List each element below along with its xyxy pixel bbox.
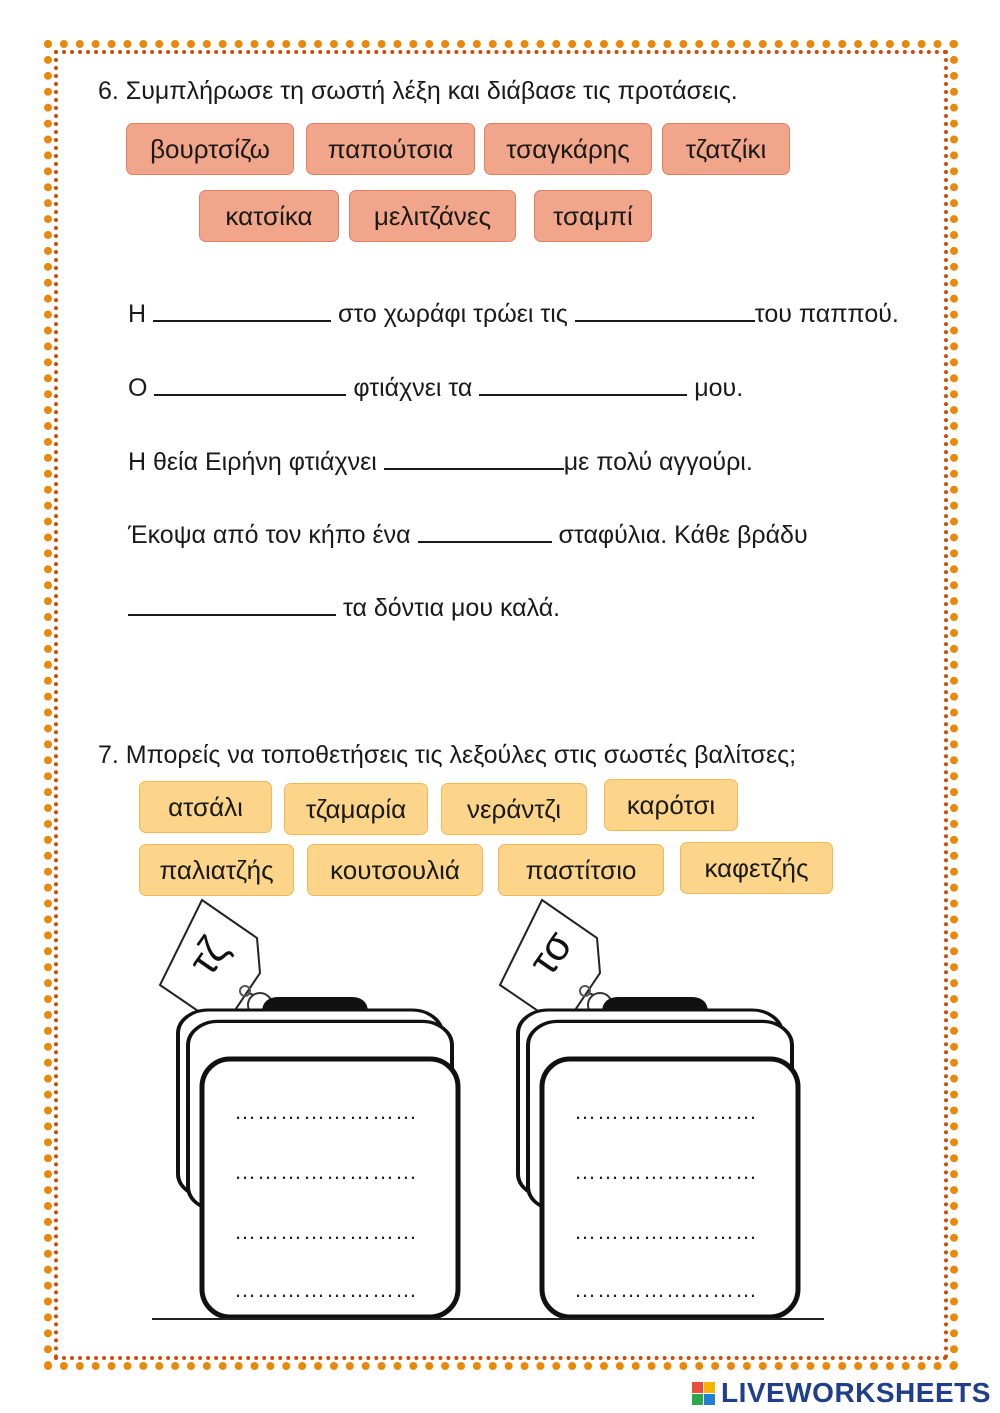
answer-blank[interactable] xyxy=(418,519,552,543)
sentence-text: Η xyxy=(128,300,153,328)
suitcase-tz[interactable] xyxy=(160,895,460,1302)
writing-line[interactable]: …………………… xyxy=(574,1099,758,1124)
answer-blank[interactable] xyxy=(154,372,346,396)
word-tile-task6-4[interactable]: τζατζίκι xyxy=(662,123,790,175)
suitcase-ts[interactable] xyxy=(500,895,800,1302)
sentence-text: στο χωράφι τρώει τις xyxy=(331,300,575,328)
word-tile-task6-1[interactable]: βουρτσίζω xyxy=(126,123,294,175)
logo-text: LIVEWORKSHEETS xyxy=(721,1377,991,1408)
answer-blank[interactable] xyxy=(384,446,564,470)
word-tile-task7-1[interactable]: ατσάλι xyxy=(139,781,272,833)
liveworksheets-logo-icon xyxy=(692,1382,715,1405)
word-tile-task7-3[interactable]: νεράντζι xyxy=(441,783,587,835)
suitcase-icon xyxy=(178,993,458,1317)
sentence-4 xyxy=(128,519,808,550)
suitcase-tag-label: τζ xyxy=(178,928,238,984)
word-tile-task7-7[interactable]: παστίτσιο xyxy=(498,844,664,896)
answer-blank[interactable] xyxy=(153,298,331,322)
sentence-text: του παππού. xyxy=(754,300,899,328)
answer-blank[interactable] xyxy=(479,372,687,396)
word-tile-task6-7[interactable]: τσαμπί xyxy=(534,190,652,242)
sentence-text: μου. xyxy=(687,374,744,402)
sentence-text: Έκοψα από τον κήπο ένα xyxy=(128,521,418,549)
suitcase-icon xyxy=(518,993,798,1317)
word-tile-task7-8[interactable]: καφετζής xyxy=(680,842,833,894)
suitcase-tag-label: τσ xyxy=(518,921,582,984)
sentence-1 xyxy=(128,298,899,329)
liveworksheets-logo[interactable] xyxy=(692,1376,991,1410)
sentence-text: Η θεία Ειρήνη φτιάχνει xyxy=(128,448,384,476)
task6-instruction: 6. Συμπλήρωσε τη σωστή λέξη και διάβασε τις προτάσεις. xyxy=(98,77,738,105)
word-tile-task7-6[interactable]: κουτσουλιά xyxy=(307,844,483,896)
writing-line[interactable]: …………………… xyxy=(234,1277,418,1302)
sentence-text: φτιάχνει τα xyxy=(346,374,480,402)
writing-line[interactable]: …………………… xyxy=(574,1277,758,1302)
word-tile-task6-3[interactable]: τσαγκάρης xyxy=(484,123,652,175)
writing-line[interactable]: …………………… xyxy=(234,1219,418,1244)
sentence-text: Ο xyxy=(128,374,155,402)
answer-blank[interactable] xyxy=(575,298,755,322)
sentence-2 xyxy=(128,372,743,403)
word-tile-task7-4[interactable]: καρότσι xyxy=(604,779,738,831)
word-tile-task7-5[interactable]: παλιατζής xyxy=(139,844,294,896)
ground-line xyxy=(152,1318,824,1320)
answer-blank[interactable] xyxy=(128,592,336,616)
writing-line[interactable]: …………………… xyxy=(574,1219,758,1244)
writing-line[interactable]: …………………… xyxy=(234,1099,418,1124)
word-tile-task6-6[interactable]: μελιτζάνες xyxy=(349,190,516,242)
writing-line[interactable]: …………………… xyxy=(574,1159,758,1184)
word-tile-task7-2[interactable]: τζαμαρία xyxy=(284,783,428,835)
word-tile-task6-2[interactable]: παπούτσια xyxy=(306,123,475,175)
sentence-3 xyxy=(128,446,753,477)
sentence-text: σταφύλια. Κάθε βράδυ xyxy=(551,521,808,549)
sentence-text: τα δόντια μου καλά. xyxy=(336,594,561,622)
sentence-5 xyxy=(128,592,560,623)
task7-instruction: 7. Μπορείς να τοποθετήσεις τις λεξούλες στις σωστές βαλίτσες; xyxy=(98,741,797,769)
word-tile-task6-5[interactable]: κατσίκα xyxy=(199,190,339,242)
sentence-text: με πολύ αγγούρι. xyxy=(563,448,753,476)
writing-line[interactable]: …………………… xyxy=(234,1159,418,1184)
